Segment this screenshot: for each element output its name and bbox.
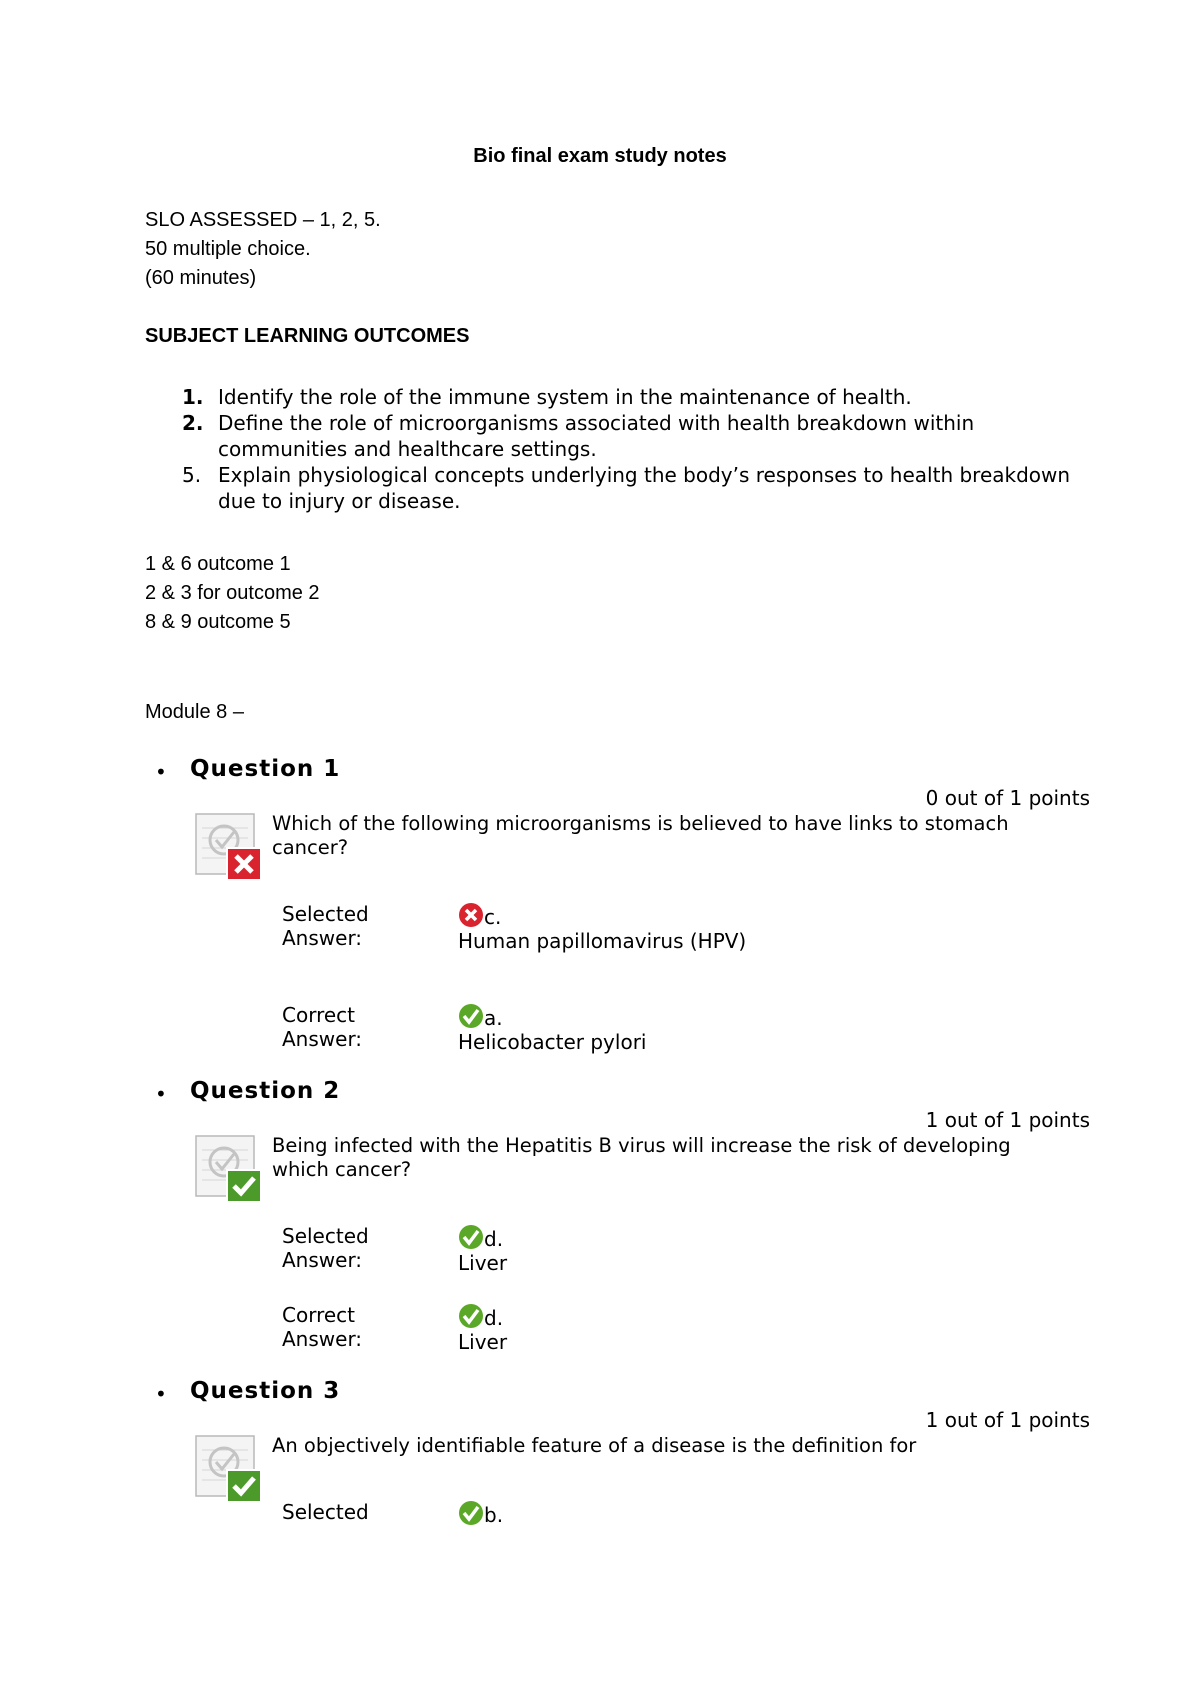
outcome-number: 2. <box>182 411 204 435</box>
bullet: • <box>155 1082 167 1106</box>
mc-count: 50 multiple choice. <box>145 238 311 260</box>
correct-icon <box>194 1134 264 1206</box>
selected-answer <box>458 1500 758 1527</box>
answer-text: Liver <box>458 1330 508 1354</box>
selected-answer-label <box>282 902 422 950</box>
check-icon <box>458 1003 484 1029</box>
mapping-line: 1 & 6 outcome 1 <box>145 553 291 575</box>
answer-label: Answer: <box>282 926 363 950</box>
selected-answer <box>458 902 758 953</box>
correct-icon <box>194 1434 264 1506</box>
bullet: • <box>155 1382 167 1406</box>
incorrect-icon <box>194 812 264 884</box>
outcome-number: 5. <box>182 463 202 487</box>
selected-label: Selected <box>282 1500 369 1524</box>
selected-label: Selected <box>282 1224 369 1248</box>
question-points: 1 out of 1 points <box>925 1408 1090 1432</box>
answer-text: Human papillomavirus (HPV) <box>458 929 747 953</box>
correct-label: Correct <box>282 1003 355 1027</box>
question-heading: Question 1 <box>190 756 341 782</box>
answer-letter: d. <box>484 1306 504 1330</box>
selected-answer <box>458 1224 758 1275</box>
outcome-text: Define the role of microorganisms associated with health breakdown within communities and healthcare settings. <box>218 411 975 461</box>
answer-letter: b. <box>484 1503 504 1527</box>
question-heading: Question 3 <box>190 1378 341 1404</box>
correct-answer-label <box>282 1003 422 1051</box>
slo-heading: SUBJECT LEARNING OUTCOMES <box>145 325 470 347</box>
answer-text: Liver <box>458 1251 508 1275</box>
module-label: Module 8 – <box>145 701 244 723</box>
bullet: • <box>155 760 167 784</box>
selected-label: Selected <box>282 902 369 926</box>
answer-letter: a. <box>484 1006 503 1030</box>
question-text: An objectively identifiable feature of a disease is the definition for <box>272 1434 917 1457</box>
slo-assessed: SLO ASSESSED – 1, 2, 5. <box>145 209 381 231</box>
correct-answer-label <box>282 1303 422 1351</box>
check-icon <box>458 1224 484 1250</box>
outcome-text: Identify the role of the immune system in the maintenance of health. <box>218 385 912 409</box>
correct-label: Correct <box>282 1303 355 1327</box>
question-heading: Question 2 <box>190 1078 341 1104</box>
document-title: Bio final exam study notes <box>473 145 727 167</box>
outcome-text: Explain physiological concepts underlying the body’s responses to health breakdown due to injury or disease. <box>218 463 1071 513</box>
answer-label: Answer: <box>282 1248 363 1272</box>
selected-answer-label <box>282 1224 422 1272</box>
answer-label: Answer: <box>282 1327 363 1351</box>
selected-answer-label <box>282 1500 422 1524</box>
outcome-item <box>182 410 1082 462</box>
check-icon <box>458 1303 484 1329</box>
mapping-line: 2 & 3 for outcome 2 <box>145 582 320 604</box>
wrong-answer-icon <box>458 902 484 928</box>
question-text: Which of the following microorganisms is believed to have links to stomach cancer? <box>272 812 1009 859</box>
answer-label: Answer: <box>282 1027 363 1051</box>
question-text: Being infected with the Hepatitis B virus will increase the risk of developing which cancer? <box>272 1134 1011 1181</box>
question-points: 1 out of 1 points <box>925 1108 1090 1132</box>
correct-answer <box>458 1303 758 1354</box>
outcome-number: 1. <box>182 385 204 409</box>
question-points: 0 out of 1 points <box>925 786 1090 810</box>
outcome-item <box>182 384 1082 410</box>
exam-duration: (60 minutes) <box>145 267 257 289</box>
correct-answer <box>458 1003 758 1054</box>
mapping-line: 8 & 9 outcome 5 <box>145 611 291 633</box>
answer-letter: c. <box>484 905 502 929</box>
outcome-item <box>182 462 1082 514</box>
check-icon <box>458 1500 484 1526</box>
outcome-list <box>182 384 1082 514</box>
answer-text: Helicobacter pylori <box>458 1030 647 1054</box>
answer-letter: d. <box>484 1227 504 1251</box>
